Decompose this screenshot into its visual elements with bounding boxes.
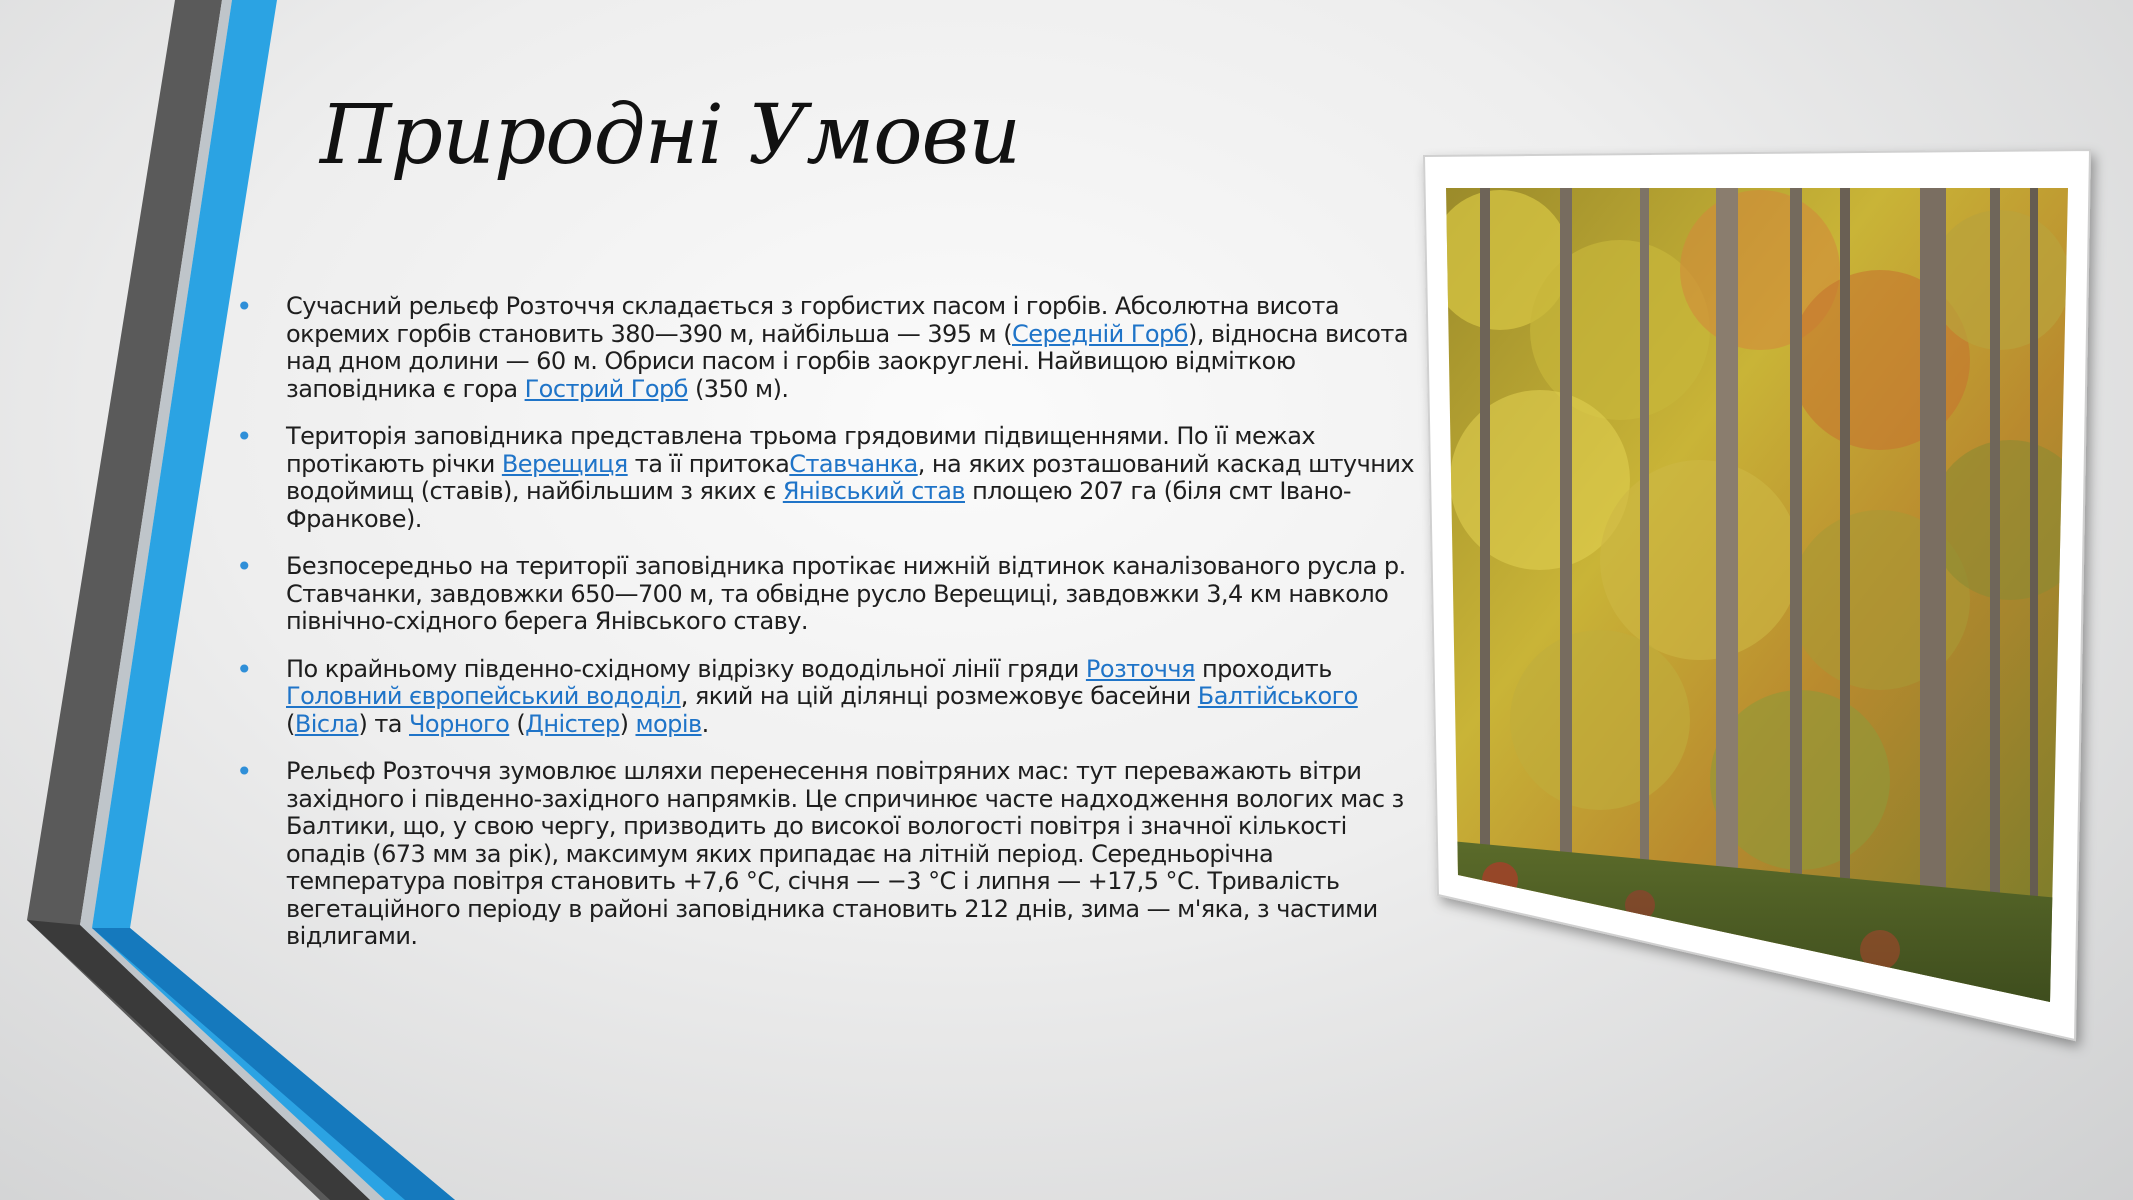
bullet-dot-icon: • [236,420,252,453]
hyperlink[interactable]: морів [635,709,702,738]
hyperlink[interactable]: Янівський став [782,477,965,505]
hyperlink[interactable]: Чорного [409,709,510,738]
bullet-text-segment: Рельєф Розточчя зумовлює шляхи перенесення повітряних мас: тут переважають вітри західного і південно-західного напрямків. Це спричинює часте надходження вологих мас з Балтики, що, у свою чергу, призводить до високої вологості повітря і значної кількості опадів (673 мм за рік), максимум яких припадає на літній період. Середньорічна температура повітря становить +7,6 °С, січня — −3 °С і липня — +17,5 °С. Тривалість вегетаційного періоду в районі заповідника становить 212 днів, зима — м'яка, з частими відлигами. [286,757,1404,950]
hyperlink[interactable]: Дністер [525,709,620,738]
bullet-text-segment: По крайньому південно-східному відрізку вододільної лінії гряди [286,654,1086,683]
bullet-text-segment: Сучасний рельєф Розточчя складається з горбистих пасом і горбів. Абсолютна висота окремих горбів становить 380—390 м, найбільша — 395 м ( [286,292,1340,348]
bullet-text-segment: ( [286,709,295,738]
bullet-dot-icon: • [236,290,252,323]
hyperlink[interactable]: Розточчя [1085,654,1195,683]
hyperlink[interactable]: Середній Горб [1012,319,1188,348]
bullet-dot-icon: • [236,550,252,583]
hyperlink[interactable]: Гострий Горб [524,374,688,403]
bullet-text-segment: ) [619,709,636,738]
bullet-text-segment: (350 м). [687,374,789,403]
hyperlink[interactable]: Ставчанка [789,449,918,478]
hyperlink[interactable]: Верещиця [501,449,628,478]
bullet-dot-icon: • [236,755,252,788]
bullet-text-segment: проходить [1194,654,1332,683]
hyperlink[interactable]: Головний європейський вододіл [286,682,681,710]
bullet-text-segment: та її притока [627,449,790,478]
hyperlink[interactable]: Вісла [294,709,359,738]
bullet-text-segment: Територія заповідника представлена трьома грядовими підвищеннями. По її межах протікають річки [286,422,1316,478]
slide-title: Природні Умови [320,88,1021,183]
bullet-text-segment: ), відносна висота над дном долини — 60 м. Обриси пасом і горбів заокруглені. Найвищою відміткою заповідника є гора [286,319,1408,403]
bullet-text-segment: ) та [358,709,410,738]
bullet-text-segment: , на яких розташований каскад штучних водоймищ (ставів), найбільшим з яких є [286,449,1415,505]
bullet-text-segment: площею 207 га (біля смт Івано-Франкове). [286,477,1351,533]
bullet-text-segment: , який на цій ділянці розмежовує басейни [680,682,1198,710]
bullet-dot-icon: • [236,652,252,686]
bullet-text-segment: . [701,709,709,738]
bullet-text-segment: Безпосередньо на території заповідника протікає нижній відтинок каналізованого русла р. Ставчанки, завдовжки 650—700 м, та обвідне русло Верещиці, завдовжки 3,4 км навколо північно-східного берега Янівського ставу. [286,552,1406,635]
bullet-text-segment: ( [509,709,526,738]
hyperlink[interactable]: Балтійського [1197,682,1358,710]
